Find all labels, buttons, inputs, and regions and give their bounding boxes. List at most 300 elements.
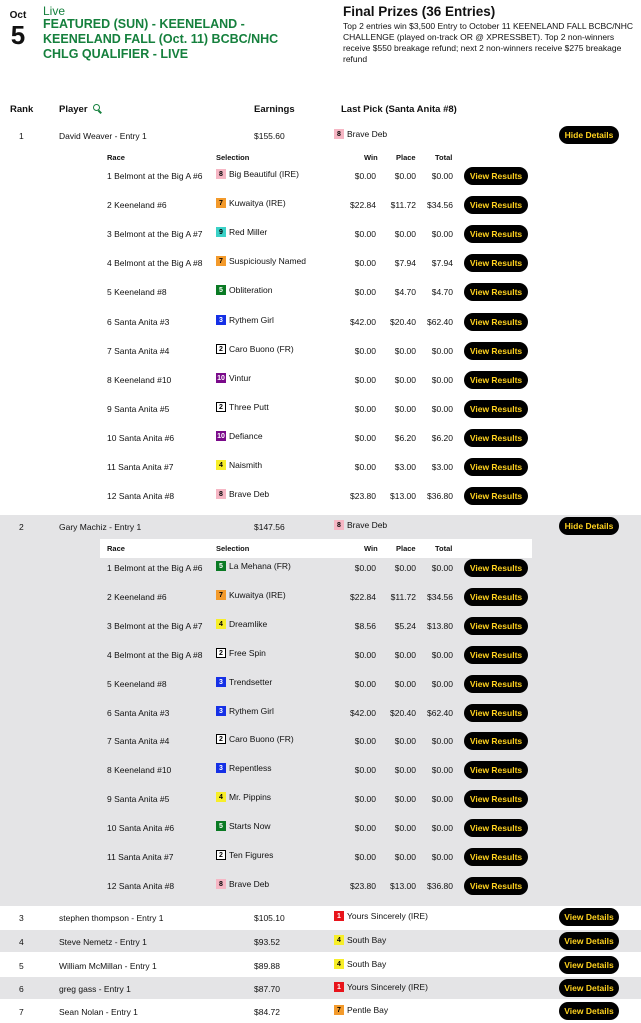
pick-total: $36.80: [427, 880, 453, 891]
pick-selection: [216, 590, 286, 600]
pick-win: $0.00: [354, 229, 376, 240]
pick-selection: [216, 763, 272, 773]
pick-total: $0.00: [431, 852, 453, 862]
pick-selection: [216, 373, 251, 383]
post-number-badge: 7: [216, 590, 226, 600]
view-results-button[interactable]: View Results: [464, 848, 528, 866]
pick-place: $0.00: [394, 736, 416, 747]
pick-row: [0, 453, 641, 482]
view-results-button[interactable]: View Results: [464, 819, 528, 837]
pick-place: $0.00: [394, 171, 416, 181]
pick-selection: [216, 879, 269, 889]
pick-horse: Dreamlike: [229, 618, 268, 629]
post-number-badge: 10: [217, 374, 225, 382]
pick-win: $0.00: [354, 852, 376, 862]
column-header-player[interactable]: [59, 104, 100, 115]
pick-total: $36.80: [427, 491, 453, 502]
pick-race: 10 Santa Anita #6: [107, 432, 175, 443]
post-number-badge: 8: [216, 169, 226, 179]
pick-place: $20.40: [390, 707, 416, 718]
pick-horse: Three Putt: [229, 401, 269, 412]
post-number-badge: 8: [334, 129, 344, 139]
view-results-button[interactable]: View Results: [464, 790, 528, 808]
pick-place: $11.72: [390, 200, 416, 211]
pick-total: $0.00: [431, 229, 453, 240]
pick-total: $0.00: [431, 563, 453, 573]
entry-player-name[interactable]: David Weaver - Entry 1: [59, 131, 147, 141]
pick-horse: Big Beautiful (IRE): [229, 169, 299, 179]
contest-title: FEATURED (SUN) - KEENELAND - KEENELAND FALL (Oct. 11) BCBC/NHC CHLG QUALIFIER - LIVE: [43, 17, 279, 61]
pick-horse: Kuwaitya (IRE): [229, 589, 286, 600]
pick-row: [0, 785, 641, 814]
pick-horse: Red Miller: [229, 227, 268, 238]
view-details-button[interactable]: View Details: [559, 932, 619, 950]
pick-selection: [216, 169, 299, 179]
pick-row: [0, 641, 641, 670]
picks-column-total: Total: [435, 153, 453, 162]
pick-win: $8.56: [354, 620, 376, 631]
pick-horse: Obliteration: [229, 285, 273, 296]
pick-row: [0, 583, 641, 612]
entry-rank: 1: [19, 131, 24, 141]
pick-place: $0.00: [394, 403, 416, 414]
pick-race: 5 Keeneland #8: [107, 287, 167, 298]
view-results-button[interactable]: View Results: [464, 313, 528, 331]
pick-place: $0.00: [394, 823, 416, 834]
post-number-badge: 4: [216, 619, 226, 629]
pick-row: [0, 872, 641, 901]
pick-win: $0.00: [354, 563, 376, 573]
pick-row: [0, 278, 641, 307]
pick-row: [0, 843, 641, 872]
entry-row: [0, 954, 641, 976]
last-pick-horse: Yours Sincerely (IRE): [347, 982, 428, 992]
post-number-badge: 3: [216, 677, 226, 687]
column-header-earnings: Earnings: [254, 104, 295, 115]
entry-earnings: $155.60: [254, 131, 285, 141]
pick-total: $0.00: [431, 765, 453, 776]
pick-row: [0, 482, 641, 511]
pick-race: 4 Belmont at the Big A #8: [107, 258, 203, 269]
view-details-button[interactable]: View Details: [559, 979, 619, 997]
pick-place: $7.94: [394, 258, 416, 269]
pick-horse: Starts Now: [229, 821, 271, 832]
entry-last-pick: [334, 1005, 388, 1015]
pick-win: $0.00: [354, 287, 376, 298]
date-month: Oct: [9, 10, 27, 21]
pick-race: 6 Santa Anita #3: [107, 316, 170, 327]
pick-selection: [216, 431, 263, 441]
pick-selection: [216, 821, 271, 831]
view-details-button[interactable]: View Details: [559, 908, 619, 926]
entry-player-name[interactable]: greg gass - Entry 1: [59, 984, 131, 994]
pick-win: $0.00: [354, 403, 376, 414]
pick-row: [0, 366, 641, 395]
pick-selection: [216, 315, 274, 325]
pick-race: 2 Keeneland #6: [107, 200, 167, 211]
pick-row: [0, 337, 641, 366]
view-results-button[interactable]: View Results: [464, 617, 528, 635]
pick-race: 2 Keeneland #6: [107, 591, 167, 602]
pick-win: $0.00: [354, 794, 376, 805]
view-details-button[interactable]: View Details: [559, 956, 619, 974]
pick-total: $3.00: [431, 462, 453, 472]
last-pick-horse: Pentle Bay: [347, 1005, 389, 1015]
pick-selection: [216, 734, 294, 744]
contest-date: [8, 10, 28, 49]
view-results-button[interactable]: View Results: [464, 283, 528, 301]
picks-column-win: Win: [364, 544, 378, 553]
pick-selection: [216, 850, 273, 860]
entry-last-pick: [334, 982, 428, 992]
pick-row: [0, 395, 641, 424]
view-results-button[interactable]: View Results: [464, 675, 528, 693]
entry-player-name[interactable]: Steve Nemetz - Entry 1: [59, 937, 147, 947]
view-results-button[interactable]: View Results: [464, 559, 528, 577]
entry-row: [0, 906, 641, 928]
leaderboard-entry: [0, 930, 641, 952]
pick-win: $23.80: [350, 880, 376, 891]
picks-column-race: Race: [107, 153, 125, 162]
column-header-last-pick: Last Pick (Santa Anita #8): [341, 104, 457, 115]
pick-row: [0, 308, 641, 337]
entry-rank: 3: [19, 913, 24, 923]
pick-row: [0, 756, 641, 785]
view-results-button[interactable]: View Results: [464, 704, 528, 722]
entry-earnings: $84.72: [254, 1007, 280, 1017]
entry-row: [0, 977, 641, 999]
pick-place: $0.00: [394, 374, 416, 385]
pick-row: [0, 162, 641, 191]
view-results-button[interactable]: View Results: [464, 487, 528, 505]
leaderboard-entry: [0, 515, 641, 906]
pick-total: $0.00: [431, 678, 453, 689]
pick-win: $0.00: [354, 432, 376, 443]
pick-place: $4.70: [394, 287, 416, 298]
entry-row: [0, 124, 641, 146]
pick-horse: Brave Deb: [229, 489, 270, 500]
pick-race: 9 Santa Anita #5: [107, 794, 170, 805]
view-results-button[interactable]: View Results: [464, 254, 528, 272]
entry-earnings: $89.88: [254, 961, 280, 971]
post-number-badge: 7: [334, 1005, 344, 1015]
entry-earnings: $93.52: [254, 937, 280, 947]
pick-race: 4 Belmont at the Big A #8: [107, 649, 203, 660]
entry-player-name[interactable]: Gary Machiz - Entry 1: [59, 522, 142, 532]
post-number-badge: 1: [334, 982, 344, 992]
pick-row: [0, 814, 641, 843]
pick-selection: [216, 489, 269, 499]
view-results-button[interactable]: View Results: [464, 646, 528, 664]
post-number-badge: 2: [216, 402, 226, 412]
entry-player-name[interactable]: William McMillan - Entry 1: [59, 961, 157, 971]
last-pick-horse: Yours Sincerely (IRE): [347, 911, 428, 921]
pick-race: 1 Belmont at the Big A #6: [107, 171, 203, 181]
pick-race: 7 Santa Anita #4: [107, 345, 170, 356]
post-number-badge: 2: [216, 850, 226, 860]
pick-place: $0.00: [394, 229, 416, 240]
pick-horse: Mr. Pippins: [229, 792, 272, 803]
pick-win: $22.84: [350, 200, 376, 211]
entry-earnings: $87.70: [254, 984, 280, 994]
view-results-button[interactable]: View Results: [464, 588, 528, 606]
pick-horse: Brave Deb: [229, 878, 270, 889]
pick-selection: [216, 648, 266, 658]
view-results-button[interactable]: View Results: [464, 732, 528, 750]
picks-column-total: Total: [435, 544, 453, 553]
pick-selection: [216, 402, 269, 412]
picks-column-win: Win: [364, 153, 378, 162]
last-pick-horse: South Bay: [347, 935, 387, 945]
pick-place: $5.24: [394, 620, 416, 631]
pick-race: 3 Belmont at the Big A #7: [107, 620, 203, 631]
pick-horse: Vintur: [229, 372, 252, 383]
entry-last-pick: [334, 129, 387, 139]
pick-total: $0.00: [431, 403, 453, 414]
last-pick-horse: South Bay: [347, 959, 387, 969]
post-number-badge: 1: [334, 911, 344, 921]
pick-total: $62.40: [427, 707, 453, 718]
hide-details-button[interactable]: Hide Details: [559, 517, 619, 535]
view-results-button[interactable]: View Results: [464, 342, 528, 360]
pick-total: $6.20: [431, 432, 453, 443]
pick-place: $13.00: [390, 880, 416, 891]
post-number-badge: 8: [334, 520, 344, 530]
pick-win: $0.00: [354, 649, 376, 660]
leaderboard-entry: [0, 124, 641, 515]
pick-horse: Defiance: [229, 430, 263, 441]
pick-row: [0, 727, 641, 756]
pick-place: $3.00: [394, 462, 416, 472]
post-number-badge: 4: [334, 959, 344, 969]
live-status: Live: [43, 4, 66, 18]
pick-row: [0, 424, 641, 453]
pick-row: [0, 554, 641, 583]
pick-place: $0.00: [394, 765, 416, 776]
pick-total: $13.80: [427, 620, 453, 631]
post-number-badge: 4: [334, 935, 344, 945]
pick-selection: [216, 227, 267, 237]
pick-total: $0.00: [431, 823, 453, 834]
view-results-button[interactable]: View Results: [464, 196, 528, 214]
prizes-panel: [343, 4, 638, 65]
pick-place: $0.00: [394, 852, 416, 862]
picks-column-place: Place: [396, 544, 416, 553]
pick-place: $11.72: [390, 591, 416, 602]
date-day: 5: [10, 20, 26, 50]
pick-selection: [216, 792, 271, 802]
post-number-badge: 7: [216, 198, 226, 208]
pick-total: $0.00: [431, 374, 453, 385]
pick-total: $7.94: [431, 258, 453, 269]
view-results-button[interactable]: View Results: [464, 761, 528, 779]
last-pick-horse: Brave Deb: [347, 520, 388, 530]
pick-selection: [216, 561, 291, 571]
pick-race: 12 Santa Anita #8: [107, 880, 175, 891]
pick-selection: [216, 285, 272, 295]
contest-header: [0, 0, 641, 96]
pick-place: $0.00: [394, 678, 416, 689]
leaderboard-entry: [0, 977, 641, 999]
post-number-badge: 5: [216, 821, 226, 831]
pick-race: 10 Santa Anita #6: [107, 823, 175, 834]
picks-column-place: Place: [396, 153, 416, 162]
post-number-badge: 3: [216, 706, 226, 716]
pick-total: $0.00: [431, 736, 453, 747]
pick-total: $34.56: [427, 591, 453, 602]
entry-row: [0, 515, 641, 537]
pick-place: $0.00: [394, 345, 416, 356]
pick-win: $0.00: [354, 823, 376, 834]
leaderboard-entry: [0, 954, 641, 976]
entry-player-name[interactable]: stephen thompson - Entry 1: [59, 913, 164, 923]
pick-win: $42.00: [350, 316, 376, 327]
pick-win: $0.00: [354, 345, 376, 356]
pick-horse: Repentless: [229, 763, 272, 774]
view-results-button[interactable]: View Results: [464, 167, 528, 185]
pick-win: $0.00: [354, 171, 376, 181]
pick-win: $0.00: [354, 258, 376, 269]
hide-details-button[interactable]: Hide Details: [559, 126, 619, 144]
entry-row: [0, 1000, 641, 1022]
post-number-badge: 2: [216, 344, 226, 354]
pick-race: 6 Santa Anita #3: [107, 707, 170, 718]
pick-row: [0, 699, 641, 728]
pick-horse: Rythem Girl: [229, 705, 274, 716]
pick-race: 5 Keeneland #8: [107, 678, 167, 689]
post-number-badge: 9: [216, 227, 226, 237]
pick-total: $0.00: [431, 345, 453, 356]
pick-win: $0.00: [354, 374, 376, 385]
post-number-badge: 3: [216, 315, 226, 325]
pick-total: $34.56: [427, 200, 453, 211]
pick-selection: [216, 677, 272, 687]
pick-selection: [216, 706, 274, 716]
entry-player-name[interactable]: Sean Nolan - Entry 1: [59, 1007, 138, 1017]
pick-total: $4.70: [431, 287, 453, 298]
view-results-button[interactable]: View Results: [464, 400, 528, 418]
pick-win: $0.00: [354, 462, 376, 472]
entry-rank: 6: [19, 984, 24, 994]
pick-win: $0.00: [354, 736, 376, 747]
pick-horse: Rythem Girl: [229, 314, 274, 325]
post-number-badge: 5: [216, 561, 226, 571]
view-details-button[interactable]: View Details: [559, 1002, 619, 1020]
entry-row: [0, 930, 641, 952]
entry-earnings: $105.10: [254, 913, 285, 923]
pick-race: 9 Santa Anita #5: [107, 403, 170, 414]
pick-selection: [216, 198, 286, 208]
pick-row: [0, 191, 641, 220]
pick-horse: Caro Buono (FR): [229, 343, 294, 354]
pick-win: $23.80: [350, 491, 376, 502]
pick-win: $42.00: [350, 707, 376, 718]
entry-earnings: $147.56: [254, 522, 285, 532]
entry-last-pick: [334, 520, 387, 530]
pick-horse: Kuwaitya (IRE): [229, 198, 286, 209]
pick-horse: Naismith: [229, 460, 263, 470]
pick-place: $20.40: [390, 316, 416, 327]
entry-rank: 7: [19, 1007, 24, 1017]
post-number-badge: 4: [216, 792, 226, 802]
pick-place: $13.00: [390, 491, 416, 502]
pick-race: 3 Belmont at the Big A #7: [107, 229, 203, 240]
pick-selection: [216, 619, 267, 629]
pick-race: 11 Santa Anita #7: [107, 462, 174, 472]
prizes-title: Final Prizes (36 Entries): [343, 4, 496, 19]
entry-rank: 4: [19, 937, 24, 947]
pick-horse: Suspiciously Named: [229, 256, 307, 267]
entry-rank: 2: [19, 522, 24, 532]
pick-race: 8 Keeneland #10: [107, 374, 172, 385]
picks-column-selection: Selection: [216, 544, 250, 553]
pick-selection: [216, 256, 306, 266]
post-number-badge: 2: [216, 648, 226, 658]
entry-rank: 5: [19, 961, 24, 971]
search-icon[interactable]: [93, 104, 100, 111]
pick-place: $0.00: [394, 794, 416, 805]
pick-win: $22.84: [350, 591, 376, 602]
entry-last-pick: [334, 911, 428, 921]
pick-total: $0.00: [431, 794, 453, 805]
pick-race: 12 Santa Anita #8: [107, 491, 175, 502]
view-results-button[interactable]: View Results: [464, 225, 528, 243]
view-results-button[interactable]: View Results: [464, 458, 528, 476]
pick-horse: Trendsetter: [229, 676, 273, 687]
post-number-badge: 3: [216, 763, 226, 773]
pick-race: 7 Santa Anita #4: [107, 736, 170, 747]
pick-win: $0.00: [354, 678, 376, 689]
post-number-badge: 7: [216, 256, 226, 266]
pick-win: $0.00: [354, 765, 376, 776]
pick-total: $0.00: [431, 649, 453, 660]
pick-race: 11 Santa Anita #7: [107, 852, 174, 862]
picks-column-selection: Selection: [216, 153, 250, 162]
post-number-badge: 10: [217, 432, 225, 440]
pick-total: $0.00: [431, 171, 453, 181]
pick-selection: [216, 460, 262, 470]
prizes-text: Top 2 entries win $3,500 Entry to October 11 KEENELAND FALL BCBC/NHC CHALLENGE (played on-track OR @ XPRESSBET). Top 2 non-winners receive $550 breakage refund; next 2 non-winners receive $275 breakage refund: [343, 21, 634, 64]
last-pick-horse: Brave Deb: [347, 129, 388, 139]
entry-last-pick: [334, 935, 386, 945]
pick-horse: La Mehana (FR): [229, 561, 291, 571]
post-number-badge: 8: [216, 489, 226, 499]
leaderboard-entry: [0, 906, 641, 928]
pick-row: [0, 220, 641, 249]
pick-place: $0.00: [394, 649, 416, 660]
post-number-badge: 8: [216, 879, 226, 889]
pick-row: [0, 249, 641, 278]
picks-column-race: Race: [107, 544, 125, 553]
column-header-player-label: Player: [59, 104, 88, 115]
view-results-button[interactable]: View Results: [464, 429, 528, 447]
pick-place: $0.00: [394, 563, 416, 573]
pick-total: $62.40: [427, 316, 453, 327]
pick-race: 1 Belmont at the Big A #6: [107, 563, 203, 573]
pick-row: [0, 612, 641, 641]
post-number-badge: 5: [216, 285, 226, 295]
pick-row: [0, 670, 641, 699]
entry-last-pick: [334, 959, 386, 969]
post-number-badge: 4: [216, 460, 226, 470]
pick-horse: Caro Buono (FR): [229, 734, 294, 745]
pick-place: $6.20: [394, 432, 416, 443]
view-results-button[interactable]: View Results: [464, 877, 528, 895]
view-results-button[interactable]: View Results: [464, 371, 528, 389]
pick-horse: Free Spin: [229, 647, 266, 658]
leaderboard-entry: [0, 1000, 641, 1022]
post-number-badge: 2: [216, 734, 226, 744]
